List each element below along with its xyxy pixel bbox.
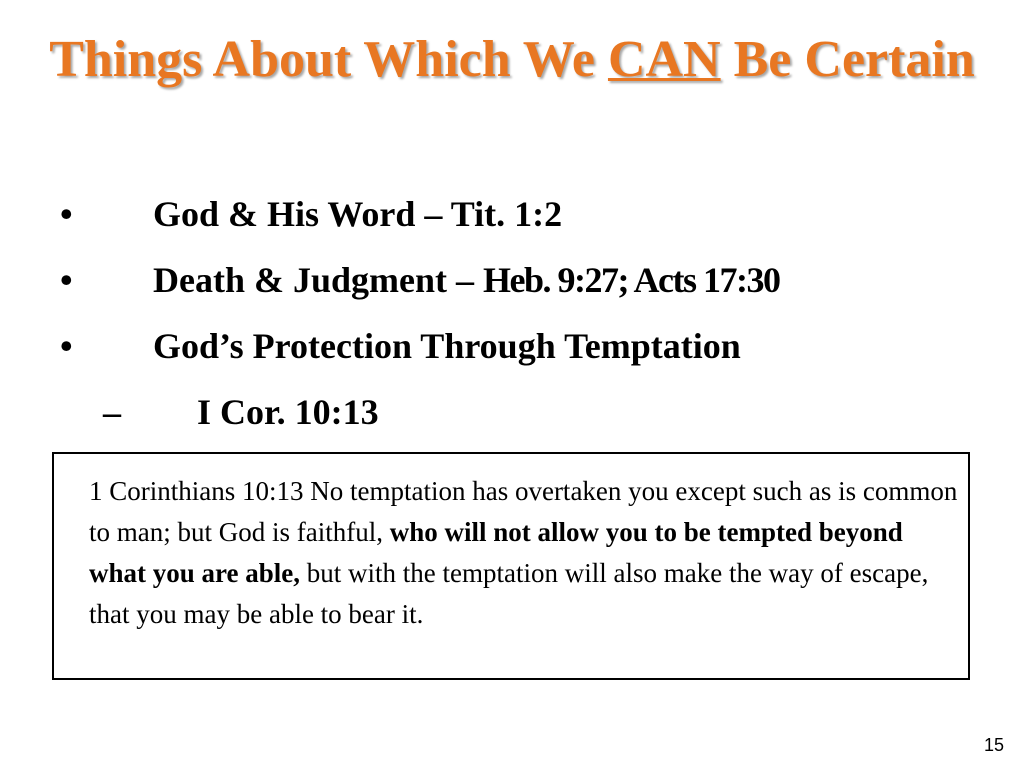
bullet-item	[0, 250, 1024, 314]
verse-tail: but with the temptation will also make the way of escape, that you may be able to bear it.	[89, 558, 929, 629]
bullet-text: God & His Word – Tit. 1:2	[153, 194, 563, 234]
slide-title	[0, 30, 1024, 90]
bullet-item	[0, 316, 1024, 380]
bullet-text	[153, 250, 779, 310]
title-part-2: Be Certain	[720, 31, 975, 88]
page-number: 15	[983, 735, 1004, 755]
bullet-marker: •	[60, 194, 73, 234]
verse-box	[52, 452, 970, 680]
bullet-item	[0, 184, 1024, 248]
verse-text	[89, 471, 959, 635]
bullet-text-part-2: Heb. 9:27; Acts 17:30	[483, 260, 780, 300]
sub-bullet-marker: –	[103, 392, 121, 432]
bullet-text: God’s Protection Through Temptation	[153, 326, 741, 366]
sub-bullet-text: I Cor. 10:13	[197, 392, 379, 432]
title-part-1: Things About Which We	[49, 31, 608, 88]
title-emphasis: CAN	[607, 31, 721, 88]
bullet-marker: •	[60, 326, 73, 366]
bullet-marker: •	[60, 260, 73, 300]
verse-lead: 1 Corinthians 10:13 No temptation has overtaken you except such as is common to man; but God is faithful,	[89, 476, 958, 547]
verse-bold: who will not allow you to be tempted beyond what you are able,	[89, 517, 903, 588]
bullet-text-part-1: Death & Judgment –	[153, 260, 483, 300]
sub-bullet-item	[0, 382, 1024, 446]
